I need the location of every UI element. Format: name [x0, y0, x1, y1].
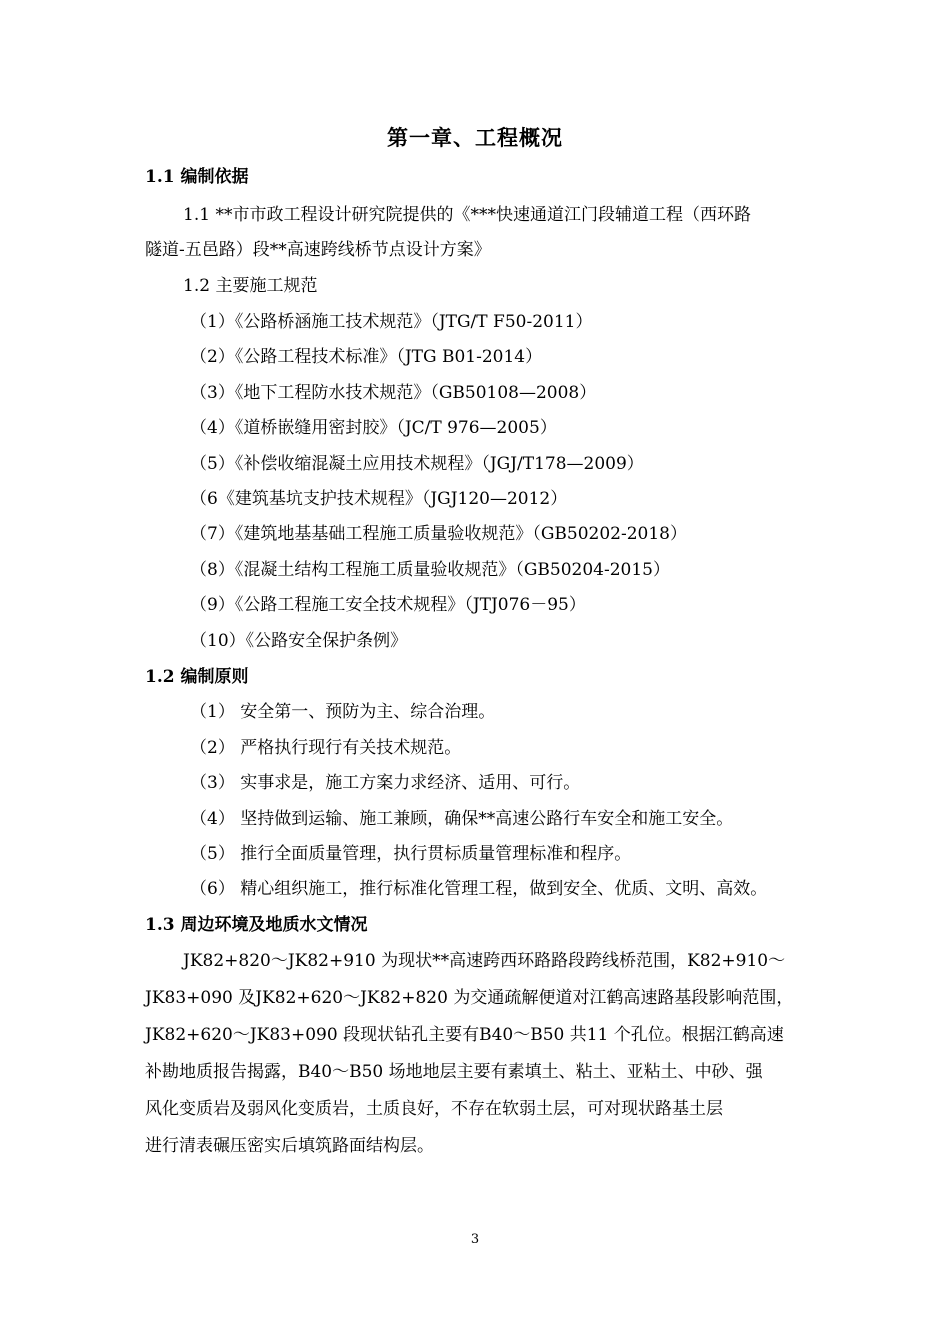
- paragraph-line: 隧道-五邑路）段**高速跨线桥节点设计方案》: [145, 240, 491, 260]
- list-item: （3） 实事求是，施工方案力求经济、适用、可行。: [190, 773, 581, 793]
- list-item: （7）《建筑地基基础工程施工质量验收规范》（GB50202-2018）: [190, 524, 687, 544]
- paragraph-line: 1.1 **市市政工程设计研究院提供的《***快速通道江门段辅道工程（西环路: [183, 205, 751, 225]
- list-item: （1）《公路桥涵施工技术规范》（JTG/T F50-2011）: [190, 312, 593, 332]
- paragraph-line: 补勘地质报告揭露，B40～B50 场地地层主要有素填土、粘土、亚粘土、中砂、强: [145, 1062, 763, 1082]
- list-item: （8）《混凝土结构工程施工质量验收规范》（GB50204-2015）: [190, 560, 670, 580]
- list-item: （3）《地下工程防水技术规范》（GB50108—2008）: [190, 383, 597, 403]
- paragraph-line: 进行清表碾压密实后填筑路面结构层。: [145, 1136, 434, 1156]
- paragraph-line: JK82+620～JK83+090 段现状钻孔主要有B40～B50 共11 个孔位。根据江鹤高速: [145, 1025, 784, 1045]
- paragraph-line: JK82+820～JK82+910 为现状**高速跨西环路路段跨线桥范围，K82+910～: [183, 951, 786, 971]
- section-heading-basis: 1.1 编制依据: [145, 167, 249, 187]
- list-item: （6） 精心组织施工，推行标准化管理工程，做到安全、优质、文明、高效。: [190, 879, 768, 899]
- list-item: （5）《补偿收缩混凝土应用技术规程》（JGJ/T178—2009）: [190, 454, 644, 474]
- list-item: （9）《公路工程施工安全技术规程》（JTJ076－95）: [190, 595, 586, 615]
- paragraph-line: JK83+090 及JK82+620～JK82+820 为交通疏解便道对江鹤高速路基段影响范围，: [145, 988, 794, 1008]
- list-item: （5） 推行全面质量管理，执行贯标质量管理标准和程序。: [190, 844, 632, 864]
- page-number: 3: [470, 1232, 480, 1247]
- list-item: （10）《公路安全保护条例》: [190, 631, 408, 651]
- list-item: （4） 坚持做到运输、施工兼顾，确保**高速公路行车安全和施工安全。: [190, 809, 734, 829]
- section-heading-environment: 1.3 周边环境及地质水文情况: [145, 915, 368, 935]
- list-item: （4）《道桥嵌缝用密封胶》（JC/T 976—2005）: [190, 418, 557, 438]
- chapter-title: 第一章、工程概况: [387, 125, 563, 150]
- list-item: （1） 安全第一、预防为主、综合治理。: [190, 702, 496, 722]
- list-item: （2）《公路工程技术标准》（JTG B01-2014）: [190, 347, 543, 367]
- list-item: （2） 严格执行现行有关技术规范。: [190, 738, 462, 758]
- paragraph-line: 风化变质岩及弱风化变质岩，土质良好，不存在软弱土层，可对现状路基土层: [145, 1099, 723, 1119]
- section-heading-principles: 1.2 编制原则: [145, 667, 249, 687]
- subsection-heading: 1.2 主要施工规范: [183, 276, 318, 296]
- list-item: （6《建筑基坑支护技术规程》（JGJ120—2012）: [190, 489, 568, 509]
